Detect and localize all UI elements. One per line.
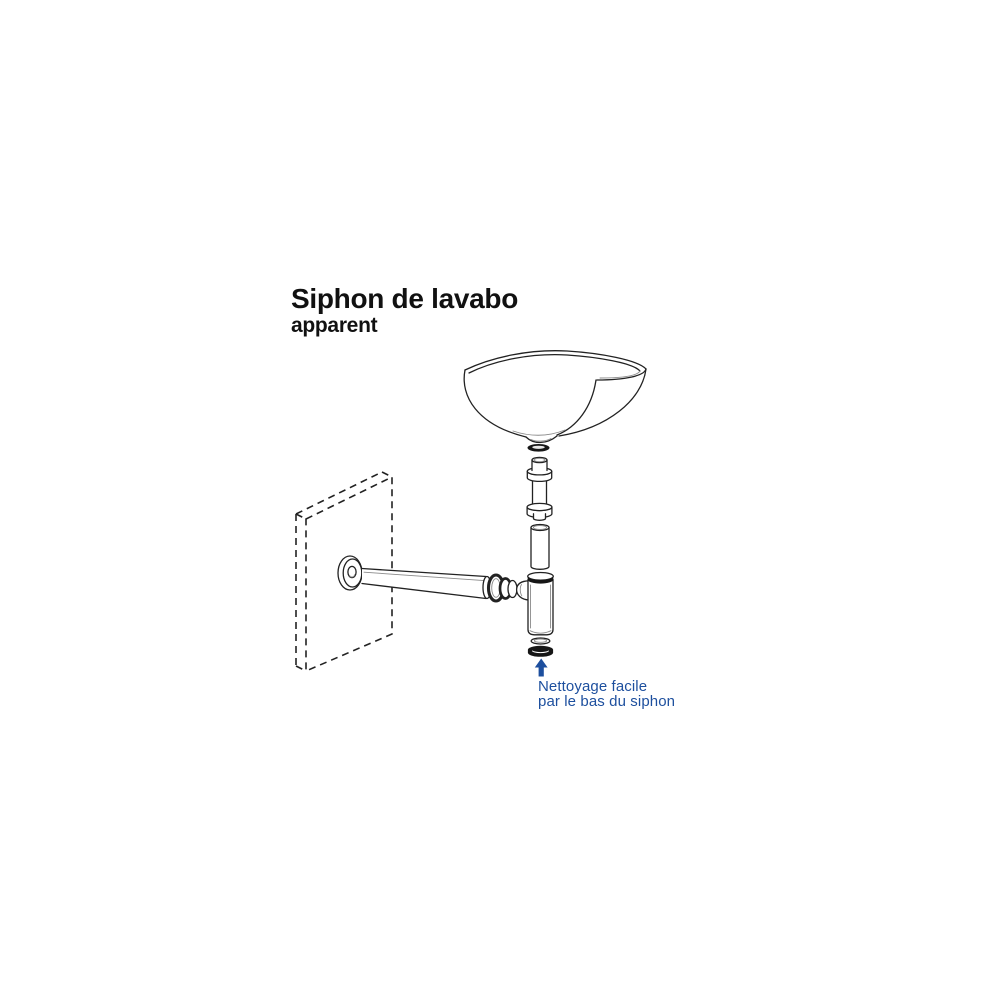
title-line1: Siphon de lavabo xyxy=(291,283,519,314)
compression-nut xyxy=(483,575,517,601)
side-inlet xyxy=(517,581,529,600)
inlet-tube xyxy=(531,525,549,570)
annotation-line2: par le bas du siphon xyxy=(538,693,676,711)
washbasin xyxy=(464,351,646,443)
annotation-cleaning xyxy=(538,679,675,710)
wall-drain-pipe xyxy=(362,569,486,599)
annotation-line1: Nettoyage facile xyxy=(538,678,648,695)
wall-flange xyxy=(338,556,362,590)
drain-gasket xyxy=(528,444,550,452)
siphon-body xyxy=(517,573,554,635)
bottom-seal-ring xyxy=(531,638,550,644)
up-arrow-icon xyxy=(535,659,548,677)
cleaning-cap xyxy=(528,646,553,657)
drain-tailpiece xyxy=(527,457,552,520)
title-line2: apparent xyxy=(291,314,378,337)
